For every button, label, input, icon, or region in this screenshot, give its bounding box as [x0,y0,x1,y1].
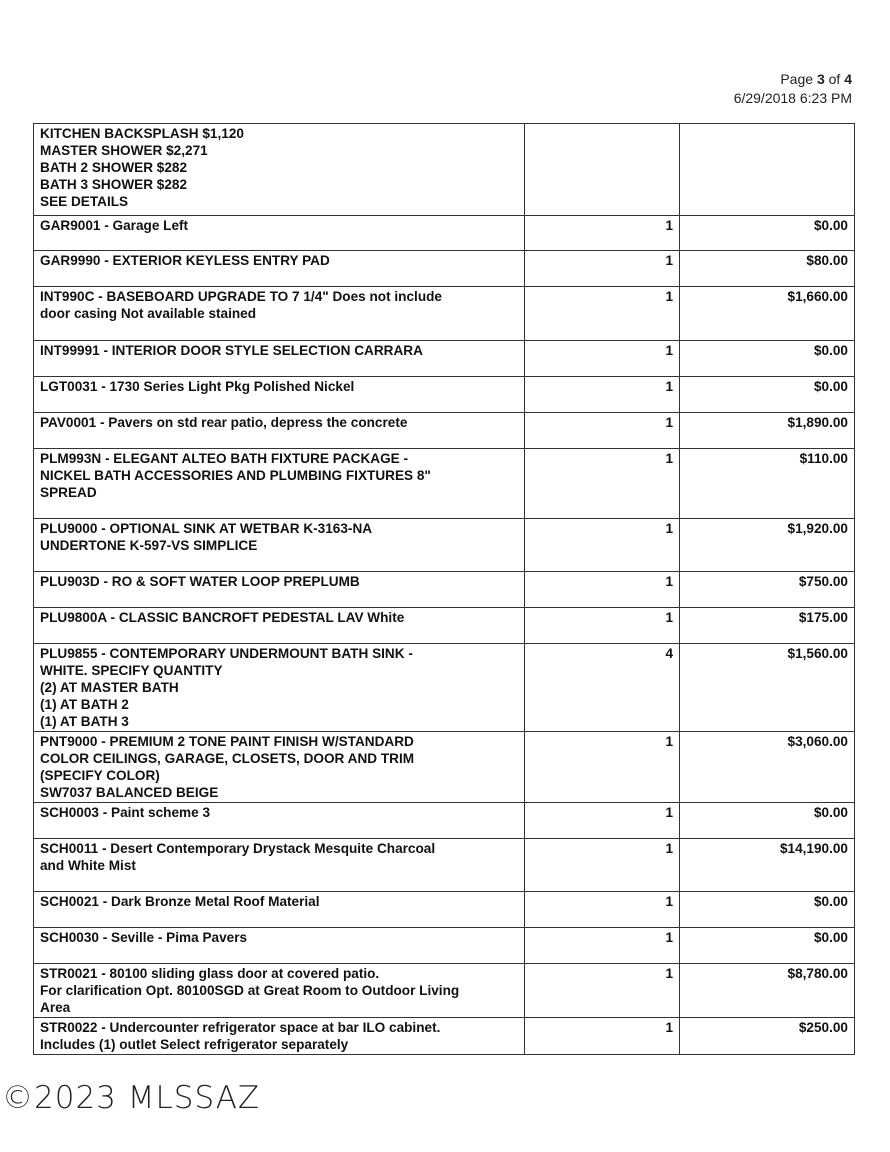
item-price: $1,920.00 [680,519,855,572]
description-line: PLM993N - ELEGANT ALTEO BATH FIXTURE PACKAGE - [40,451,409,466]
description-line: SEE DETAILS [40,194,129,209]
line-item-row [34,964,855,1018]
item-description [34,892,525,928]
item-description [34,124,525,216]
line-item-row [34,124,855,216]
item-quantity: 1 [525,608,680,644]
item-price: $0.00 [680,892,855,928]
line-item-row [34,892,855,928]
item-price: $14,190.00 [680,839,855,892]
item-description [34,803,525,839]
item-quantity: 1 [525,287,680,341]
item-price: $110.00 [680,449,855,519]
description-line: PLU9855 - CONTEMPORARY UNDERMOUNT BATH SINK - [40,646,413,661]
item-price: $80.00 [680,251,855,287]
item-description [34,251,525,287]
line-item-row [34,287,855,341]
item-description [34,732,525,803]
item-price: $750.00 [680,572,855,608]
description-line: KITCHEN BACKSPLASH $1,120 [40,126,244,141]
description-line: For clarification Opt. 80100SGD at Great Room to Outdoor Living [40,983,460,998]
page-total: 4 [844,71,852,87]
description-line: SPREAD [40,485,97,500]
description-line: SCH0011 - Desert Contemporary Drystack Mesquite Charcoal [40,841,436,856]
item-description [34,572,525,608]
page-header [734,70,852,108]
item-price: $1,560.00 [680,644,855,732]
item-description [34,519,525,572]
item-price: $0.00 [680,216,855,251]
description-line: (SPECIFY COLOR) [40,768,160,783]
description-line: and White Mist [40,858,136,873]
description-line: (2) AT MASTER BATH [40,680,179,695]
description-line: (1) AT BATH 3 [40,714,129,729]
page-number: Page 3 of 4 [780,71,852,87]
item-price: $8,780.00 [680,964,855,1018]
item-quantity: 1 [525,964,680,1018]
description-line: (1) AT BATH 2 [40,697,129,712]
description-line: NICKEL BATH ACCESSORIES AND PLUMBING FIXTURES 8" [40,468,431,483]
item-description [34,608,525,644]
description-line: Includes (1) outlet Select refrigerator separately [40,1037,349,1052]
description-line: STR0021 - 80100 sliding glass door at covered patio. [40,966,380,981]
item-quantity: 1 [525,1018,680,1055]
description-line: GAR9990 - EXTERIOR KEYLESS ENTRY PAD [40,253,330,268]
item-quantity: 1 [525,251,680,287]
item-price: $250.00 [680,1018,855,1055]
item-quantity: 1 [525,449,680,519]
description-line: GAR9001 - Garage Left [40,218,189,233]
description-line: UNDERTONE K-597-VS SIMPLICE [40,538,258,553]
item-price: $0.00 [680,803,855,839]
item-quantity: 4 [525,644,680,732]
item-price [680,124,855,216]
line-item-row [34,413,855,449]
item-quantity: 1 [525,928,680,964]
item-price: $1,660.00 [680,287,855,341]
line-item-row [34,572,855,608]
description-line: COLOR CEILINGS, GARAGE, CLOSETS, DOOR AND TRIM [40,751,415,766]
item-price: $0.00 [680,341,855,377]
line-item-row [34,803,855,839]
item-quantity: 1 [525,732,680,803]
description-line: INT99991 - INTERIOR DOOR STYLE SELECTION CARRARA [40,343,423,358]
line-item-row [34,449,855,519]
item-quantity: 1 [525,519,680,572]
description-line: BATH 2 SHOWER $282 [40,160,188,175]
item-quantity: 1 [525,216,680,251]
item-quantity: 1 [525,413,680,449]
item-quantity: 1 [525,839,680,892]
item-quantity: 1 [525,892,680,928]
item-quantity: 1 [525,341,680,377]
copyright-watermark: ©2023 MLSSAZ [2,1080,261,1116]
item-price: $0.00 [680,928,855,964]
description-line: MASTER SHOWER $2,271 [40,143,208,158]
line-item-row [34,377,855,413]
line-item-row [34,519,855,572]
item-description [34,377,525,413]
item-description [34,928,525,964]
description-line: SCH0030 - Seville - Pima Pavers [40,930,248,945]
description-line: WHITE. SPECIFY QUANTITY [40,663,223,678]
item-quantity [525,124,680,216]
line-item-row [34,644,855,732]
print-datetime: 6/29/2018 6:23 PM [733,90,852,106]
description-line: PLU903D - RO & SOFT WATER LOOP PREPLUMB [40,574,360,589]
line-item-row [34,608,855,644]
item-price: $1,890.00 [680,413,855,449]
description-line: LGT0031 - 1730 Series Light Pkg Polished Nickel [40,379,355,394]
line-item-row [34,341,855,377]
page-current: 3 [816,71,825,87]
line-items-table [33,123,855,1055]
item-price: $0.00 [680,377,855,413]
description-line: STR0022 - Undercounter refrigerator space at bar ILO cabinet. [40,1020,441,1035]
description-line: SCH0003 - Paint scheme 3 [40,805,211,820]
item-description [34,287,525,341]
description-line: door casing Not available stained [40,306,257,321]
line-item-row [34,732,855,803]
item-price: $175.00 [680,608,855,644]
description-line: PLU9800A - CLASSIC BANCROFT PEDESTAL LAV White [40,610,405,625]
description-line: Area [40,1000,71,1015]
item-description [34,644,525,732]
line-item-row [34,251,855,287]
item-price: $3,060.00 [680,732,855,803]
item-description [34,413,525,449]
description-line: BATH 3 SHOWER $282 [40,177,188,192]
line-item-row [34,216,855,251]
line-item-row [34,839,855,892]
item-description [34,449,525,519]
description-line: INT990C - BASEBOARD UPGRADE TO 7 1/4" Does not include [40,289,442,304]
description-line: SW7037 BALANCED BEIGE [40,785,219,800]
line-item-row [34,1018,855,1055]
item-description [34,341,525,377]
item-description [34,216,525,251]
item-description [34,964,525,1018]
item-description [34,839,525,892]
line-item-row [34,928,855,964]
item-quantity: 1 [525,377,680,413]
description-line: PLU9000 - OPTIONAL SINK AT WETBAR K-3163-NA [40,521,373,536]
description-line: PAV0001 - Pavers on std rear patio, depress the concrete [40,415,408,430]
description-line: SCH0021 - Dark Bronze Metal Roof Material [40,894,320,909]
item-description [34,1018,525,1055]
description-line: PNT9000 - PREMIUM 2 TONE PAINT FINISH W/STANDARD [40,734,414,749]
item-quantity: 1 [525,803,680,839]
item-quantity: 1 [525,572,680,608]
